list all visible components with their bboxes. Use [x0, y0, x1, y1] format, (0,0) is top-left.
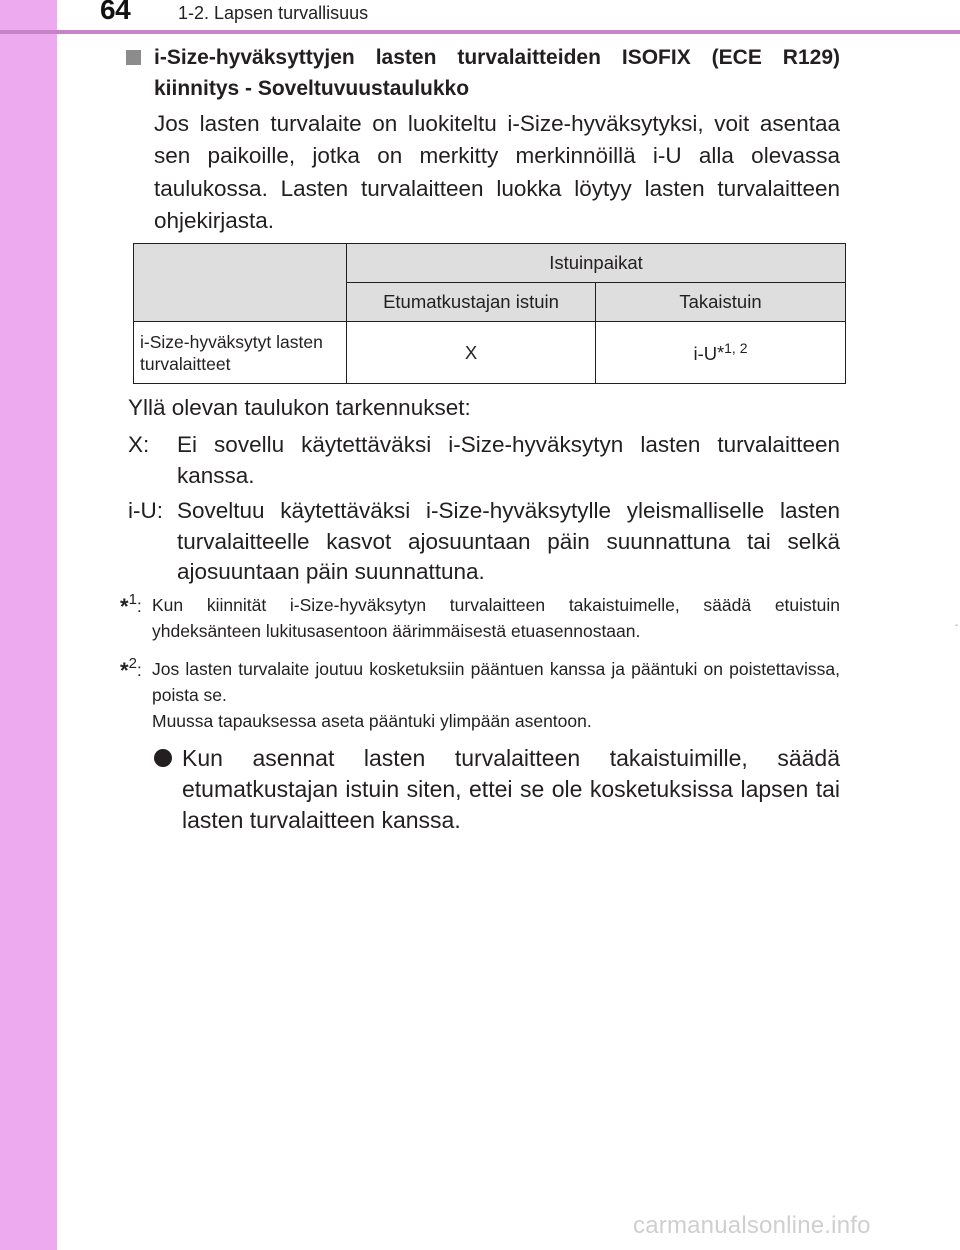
definition-x	[128, 430, 840, 491]
bullet-note	[154, 743, 840, 836]
suitability-table	[133, 243, 846, 384]
table-row-label: i-Size-hyväksytyt lasten turvalaitteet	[134, 322, 347, 384]
definition-iu	[128, 496, 840, 588]
definition-text: Ei sovellu käytettäväksi i-Size-hyväksytyn lasten turvalaitteen kanssa.	[177, 432, 840, 488]
section-heading	[126, 42, 840, 104]
definition-term: i-U:	[128, 498, 163, 523]
footnote-star: *	[717, 343, 725, 364]
notes-title: Yllä olevan taulukon tarkennukset:	[128, 395, 471, 420]
footnote-1	[120, 592, 840, 644]
table-col-header-front: Etumatkustajan istuin	[347, 283, 596, 322]
edge-mark: -	[955, 620, 959, 631]
cell-value: i-U	[693, 343, 718, 365]
round-bullet-icon	[154, 749, 172, 767]
page-number: 64	[100, 0, 131, 25]
bullet-text: Kun asennat lasten turvalaitteen takaistuimille, säädä etumatkustajan istuin siten, ettei se ole kosketuksissa lapsen tai lasten turvalaitteen kanssa.	[182, 745, 840, 833]
watermark: carmanualsonline.info	[633, 1212, 871, 1239]
table-cell-rear	[596, 322, 846, 384]
footnote-text: Kun kiinnität i-Size-hyväksytyn turvalaitteen takaistuimelle, säädä etuistuin yhdeksänteen lukitusasentoon äärimmäisestä etuasennostaan.	[152, 595, 840, 641]
heading-text: i-Size-hyväksyttyjen lasten turvalaitteiden ISOFIX (ECE R129) kiinnitys - Soveltuvuustaulukko	[154, 46, 840, 100]
definition-text: Soveltuu käytettäväksi i-Size-hyväksytylle yleismalliselle lasten turvalaitteelle kasvot ajosuuntaan päin suunnattuna tai selkä ajosuuntaan päin suunnattuna.	[177, 498, 840, 584]
definition-term: X:	[128, 432, 150, 457]
footnote-text: Jos lasten turvalaite joutuu kosketuksiin pääntuen kanssa ja pääntuki on poistettavissa, poista se. Muussa tapauksessa aseta pääntuki ylimpään asentoon.	[152, 659, 840, 731]
table-cell-front: X	[347, 322, 596, 384]
intro-paragraph: Jos lasten turvalaite on luokiteltu i-Size-hyväksytyksi, voit asentaa sen paikoille, jotka on merkitty merkinnöillä i-U alla olevassa taulukossa. Lasten turvalaitteen luokka löytyy lasten turvalaitteen ohjekirjasta.	[154, 111, 840, 233]
footnote-ref: 1, 2	[724, 339, 748, 356]
table-col-header-rear: Takaistuin	[596, 283, 846, 322]
section-title: 1-2. Lapsen turvallisuus	[178, 3, 369, 23]
footnote-marker: *2:	[120, 655, 142, 683]
table-corner-cell	[134, 244, 347, 322]
side-tab-bar	[0, 0, 57, 1250]
table-group-header: Istuinpaikat	[347, 244, 846, 283]
footnote-marker: *1:	[120, 591, 142, 619]
square-bullet-icon	[126, 50, 141, 65]
footnote-2	[120, 656, 840, 734]
header-divider	[0, 30, 960, 34]
